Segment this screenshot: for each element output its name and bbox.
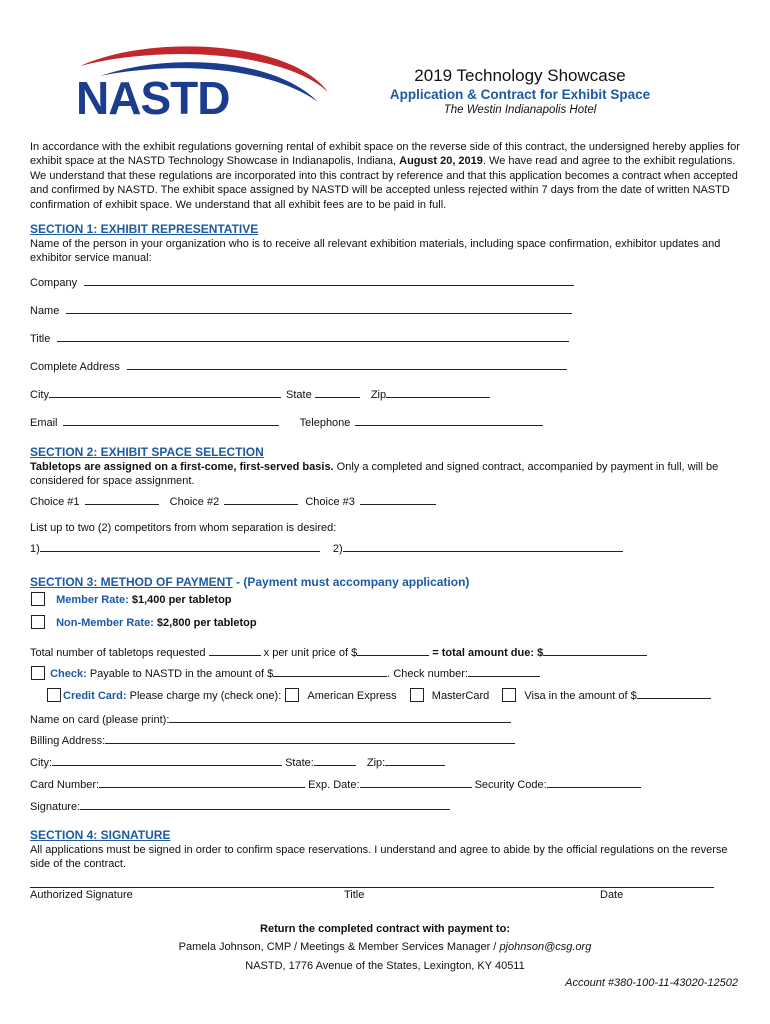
section1-description: Name of the person in your organization who is to receive all relevant exhibition materials, including space confirmation, exhibitor updates and exhibitor service manual: bbox=[30, 238, 721, 265]
section4-text: All applications must be signed in order to confirm space reservations. I understand and agree to abide by the official regulations on the reverse side of the contract. bbox=[30, 844, 728, 871]
nonmember-rate-checkbox[interactable] bbox=[31, 615, 45, 629]
exp-date-field[interactable] bbox=[360, 777, 472, 788]
name-on-card-row bbox=[30, 712, 511, 727]
cc-signature-field[interactable] bbox=[80, 799, 450, 810]
state-field[interactable] bbox=[315, 387, 360, 398]
billing-state-field[interactable] bbox=[314, 755, 356, 766]
zip-field[interactable] bbox=[386, 387, 490, 398]
member-rate-checkbox[interactable] bbox=[31, 592, 45, 606]
contact-text: Pamela Johnson, CMP / Meetings & Member Services Manager / bbox=[178, 941, 500, 953]
billing-city-field[interactable] bbox=[52, 755, 282, 766]
section1-heading: SECTION 1: EXHIBIT REPRESENTATIVE bbox=[30, 222, 259, 236]
nonmember-rate-row[interactable] bbox=[31, 615, 257, 630]
total-tabletops-label: Total number of tabletops requested bbox=[30, 647, 206, 659]
name-on-card-label: Name on card (please print): bbox=[30, 714, 170, 726]
name-field[interactable] bbox=[66, 303, 572, 314]
mastercard-checkbox[interactable] bbox=[410, 688, 424, 702]
logo-text: NASTD bbox=[76, 72, 230, 124]
title-label: Title bbox=[30, 333, 51, 345]
choices-row bbox=[30, 494, 436, 509]
signature-date-label: Date bbox=[600, 889, 624, 901]
page-title: 2019 Technology Showcase bbox=[414, 66, 626, 85]
nonmember-rate-price: $2,800 per tabletop bbox=[156, 617, 257, 629]
amex-label: American Express bbox=[307, 690, 397, 702]
unit-price-field[interactable] bbox=[357, 645, 429, 656]
choice1-label: Choice #1 bbox=[30, 496, 80, 508]
section2-bold-text: Tabletops are assigned on a first-come, first-served basis. bbox=[30, 461, 334, 473]
credit-card-text: Please charge my (check one): bbox=[129, 690, 282, 702]
security-code-field[interactable] bbox=[547, 777, 641, 788]
company-label: Company bbox=[30, 277, 78, 289]
total-due-label: = total amount due: $ bbox=[432, 647, 544, 659]
address-label: Complete Address bbox=[30, 361, 120, 373]
competitor1-label: 1) bbox=[30, 543, 40, 555]
check-checkbox[interactable] bbox=[31, 666, 45, 680]
total-row bbox=[30, 645, 647, 660]
check-label: Check: bbox=[50, 668, 87, 680]
address-field[interactable] bbox=[127, 359, 567, 370]
unit-price-label: x per unit price of $ bbox=[263, 647, 358, 659]
section4-heading: SECTION 4: SIGNATURE bbox=[30, 828, 171, 842]
name-on-card-field[interactable] bbox=[169, 712, 511, 723]
billing-address-row bbox=[30, 733, 515, 748]
choice2-label: Choice #2 bbox=[169, 496, 220, 508]
intro-text-2: . We have read and agree to the exhibit regulations. We understand that these regulations are incorporated into this contract by reference and that this application becomes a contract when accepted and confirmed by NASTD. The exhibit space assigned by NASTD will be accepted unless rejected within 7 days from the date of written NASTD confirmation of exhibit space. We understand that all exhibit fees are to be paid in full. bbox=[30, 155, 738, 211]
cc-signature-label: Signature: bbox=[30, 801, 81, 813]
visa-amount-field[interactable] bbox=[637, 688, 711, 699]
competitor1-field[interactable] bbox=[40, 541, 320, 552]
competitors-row bbox=[30, 541, 623, 556]
competitor2-field[interactable] bbox=[343, 541, 623, 552]
check-amount-field[interactable] bbox=[273, 666, 387, 677]
zip-label: Zip bbox=[370, 389, 387, 401]
contact-line bbox=[0, 941, 770, 954]
intro-text-1: In accordance with the exhibit regulations governing rental of exhibit space on the reverse side of this contract, the undersigned hereby applies for exhibit space at the NASTD Technology Showcase in Indianapolis, Indiana, bbox=[30, 141, 740, 168]
check-row bbox=[31, 666, 540, 681]
section3-heading-row bbox=[30, 573, 469, 591]
competitors-label: List up to two (2) competitors from whom separation is desired: bbox=[30, 522, 337, 534]
member-rate-label: Member Rate: bbox=[56, 594, 129, 606]
billing-address-label: Billing Address: bbox=[30, 735, 106, 747]
city-state-zip-row bbox=[30, 387, 490, 402]
card-number-field[interactable] bbox=[99, 777, 305, 788]
billing-city-label: City: bbox=[30, 757, 52, 769]
check-text: Payable to NASTD in the amount of $ bbox=[89, 668, 274, 680]
billing-state-label: State: bbox=[285, 757, 314, 769]
visa-label: Visa in the amount of $ bbox=[524, 690, 637, 702]
signature-row bbox=[30, 799, 450, 814]
billing-zip-label: Zip: bbox=[366, 757, 386, 769]
mastercard-label: MasterCard bbox=[431, 690, 490, 702]
credit-card-checkbox[interactable] bbox=[47, 688, 61, 702]
city-field[interactable] bbox=[49, 387, 281, 398]
account-number: Account #380-100-11-43020-12502 bbox=[565, 977, 738, 989]
member-rate-row[interactable] bbox=[31, 592, 232, 607]
total-due-field[interactable] bbox=[543, 645, 647, 656]
credit-card-row bbox=[47, 688, 711, 703]
authorized-signature-label: Authorized Signature bbox=[30, 889, 133, 901]
state-label: State bbox=[286, 389, 312, 401]
signature-title-label: Title bbox=[344, 889, 365, 901]
security-code-label: Security Code: bbox=[474, 779, 547, 791]
exp-date-label: Exp. Date: bbox=[308, 779, 360, 791]
billing-zip-field[interactable] bbox=[385, 755, 445, 766]
company-field[interactable] bbox=[84, 275, 574, 286]
intro-paragraph bbox=[30, 140, 742, 212]
billing-address-field[interactable] bbox=[105, 733, 515, 744]
card-number-label: Card Number: bbox=[30, 779, 100, 791]
billing-city-row bbox=[30, 755, 445, 770]
email-phone-row bbox=[30, 415, 543, 430]
choice2-field[interactable] bbox=[224, 494, 298, 505]
amex-checkbox[interactable] bbox=[285, 688, 299, 702]
email-field[interactable] bbox=[63, 415, 279, 426]
city-label: City bbox=[30, 389, 49, 401]
member-rate-price: $1,400 per tabletop bbox=[131, 594, 232, 606]
competitor2-label: 2) bbox=[332, 543, 343, 555]
mailing-address: NASTD, 1776 Avenue of the States, Lexington, KY 40511 bbox=[245, 960, 525, 972]
section3-heading: SECTION 3: METHOD OF PAYMENT bbox=[30, 575, 233, 589]
total-tabletops-field[interactable] bbox=[209, 645, 261, 656]
choice3-label: Choice #3 bbox=[305, 496, 355, 508]
company-row bbox=[30, 275, 574, 290]
check-number-field[interactable] bbox=[468, 666, 540, 677]
card-number-row bbox=[30, 777, 641, 792]
return-instructions: Return the completed contract with payment to: bbox=[260, 923, 510, 935]
choice3-field[interactable] bbox=[360, 494, 436, 505]
address-row bbox=[30, 359, 567, 374]
intro-date: August 20, 2019 bbox=[399, 155, 483, 168]
section2-description bbox=[30, 460, 742, 489]
title-field[interactable] bbox=[57, 331, 569, 342]
name-label: Name bbox=[30, 305, 60, 317]
check-number-label: . Check number: bbox=[387, 668, 468, 680]
contact-email[interactable]: pjohnson@csg.org bbox=[499, 941, 592, 953]
choice1-field[interactable] bbox=[85, 494, 159, 505]
signature-line[interactable] bbox=[30, 887, 714, 888]
credit-card-label: Credit Card: bbox=[63, 690, 127, 702]
telephone-field[interactable] bbox=[355, 415, 543, 426]
hotel-name: The Westin Indianapolis Hotel bbox=[443, 104, 597, 116]
section2-heading: SECTION 2: EXHIBIT SPACE SELECTION bbox=[30, 445, 264, 459]
visa-checkbox[interactable] bbox=[502, 688, 516, 702]
name-row bbox=[30, 303, 572, 318]
section3-note: - (Payment must accompany application) bbox=[232, 575, 470, 589]
page-subtitle: Application & Contract for Exhibit Space bbox=[389, 87, 651, 102]
title-row bbox=[30, 331, 569, 346]
telephone-label: Telephone bbox=[299, 417, 351, 429]
email-label: Email bbox=[30, 417, 58, 429]
section2-text: Only a completed and signed contract, accompanied by payment in full, will be considered for space assignment. bbox=[30, 461, 719, 488]
nonmember-rate-label: Non-Member Rate: bbox=[56, 617, 154, 629]
